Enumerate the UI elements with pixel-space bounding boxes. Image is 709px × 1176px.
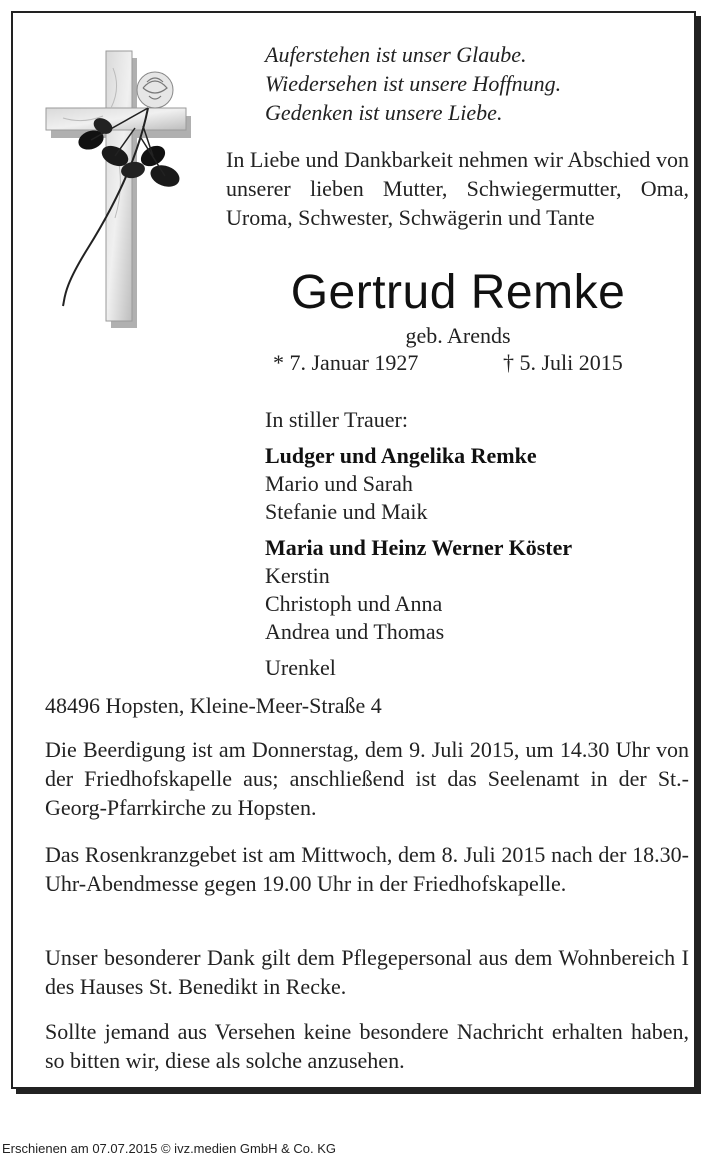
poem (265, 40, 561, 127)
thanks-text: Unser besonderer Dank gilt dem Pflegepersonal aus dem Wohnbereich I des Hauses St. Benedikt in Recke. (45, 945, 689, 999)
mourning-heading: In stiller Trauer: (265, 407, 408, 432)
address: 48496 Hopsten, Kleine-Meer-Straße 4 (45, 693, 382, 718)
obituary-frame (11, 11, 696, 1089)
great-grandchildren: Urenkel (265, 655, 336, 680)
family-2-member: Kerstin (265, 563, 330, 588)
family-2-head: Maria und Heinz Werner Köster (265, 535, 573, 560)
family-2-member: Christoph und Anna (265, 591, 443, 616)
maiden-name: geb. Arends (405, 323, 511, 348)
cross-rose-icon (43, 48, 203, 328)
family-1-member: Stefanie und Maik (265, 499, 428, 524)
deceased-name: Gertrud Remke (290, 266, 626, 319)
intro-text: In Liebe und Dankbarkeit nehmen wir Abschied von unserer lieben Mutter, Schwiegermutter, Oma, Uroma, Schwester, Schwägerin und Tante (226, 147, 689, 230)
poem-line-2: Wiedersehen ist unsere Hoffnung. (265, 71, 562, 96)
life-dates (273, 349, 653, 377)
family-1-member: Mario und Sarah (265, 471, 413, 496)
rosary-info: Das Rosenkranzgebet ist am Mittwoch, dem 8. Juli 2015 nach der 18.30-Uhr-Abendmesse gegen 19.00 Uhr in der Friedhofskapelle. (45, 842, 689, 896)
death-date: † 5. Juli 2015 (503, 350, 623, 375)
poem-line-3: Gedenken ist unsere Liebe. (265, 100, 503, 125)
publication-footer: Erschienen am 07.07.2015 © ivz.medien GmbH & Co. KG (2, 1141, 337, 1156)
funeral-info: Die Beerdigung ist am Donnerstag, dem 9. Juli 2015, um 14.30 Uhr von der Friedhofskapelle aus; anschließend ist das Seelenamt in der St.-Georg-Pfarrkirche zu Hopsten. (45, 737, 689, 820)
poem-line-1: Auferstehen ist unser Glaube. (265, 42, 527, 67)
family-2-member: Andrea und Thomas (265, 619, 445, 644)
notice-text: Sollte jemand aus Versehen keine besondere Nachricht erhalten haben, so bitten wir, diese als solche anzusehen. (45, 1019, 689, 1073)
family-1-head: Ludger und Angelika Remke (265, 443, 537, 468)
cross-with-rose-image (43, 48, 203, 328)
mourners-list (265, 406, 572, 682)
birth-date: * 7. Januar 1927 (273, 350, 419, 375)
